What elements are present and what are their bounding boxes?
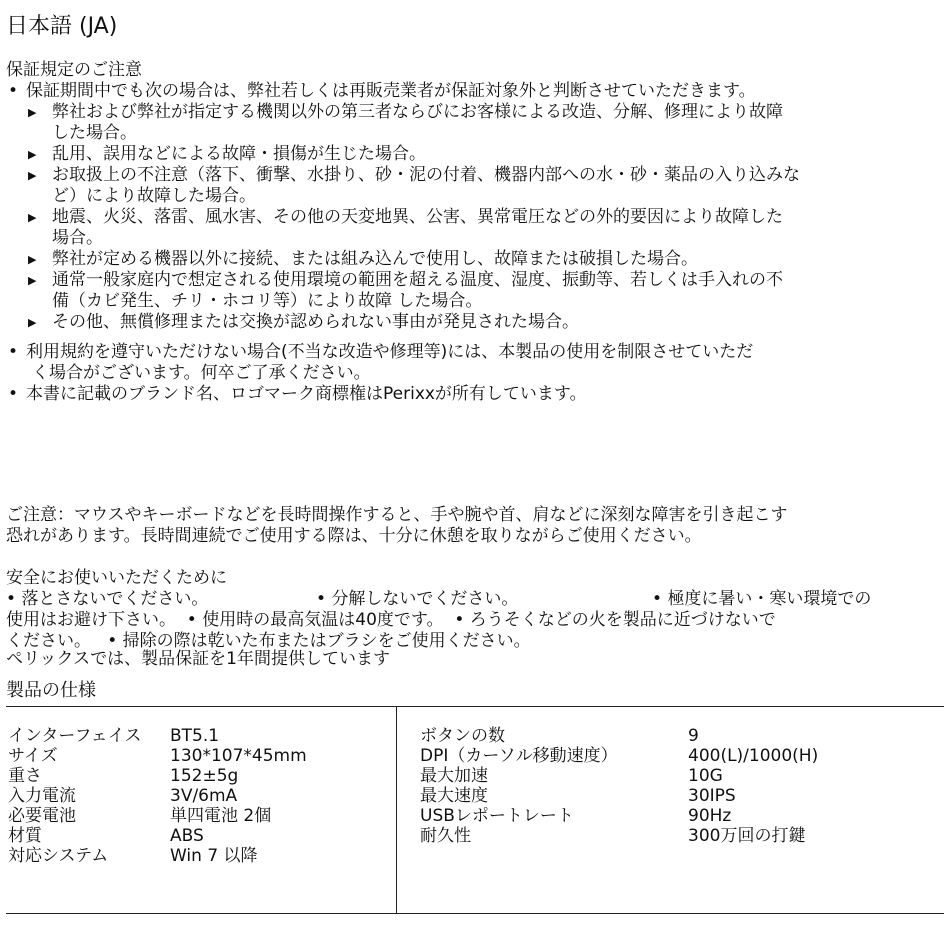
safety-line-1: • 落とさないでください。 • 分解しないでください。 • 極度に暑い・寒い環境での [6,589,872,609]
spec-row [8,806,307,826]
caution-note: ご注意：マウスやキーボードなどを長時間操作すると、手や腕や首、肩などに深刻な障害を引き起こす 恐れがあります。長時間連続でご使用する際は、十分に休憩を取りながらご使用ください。 [6,505,788,546]
triangle-bullet-icon: ▶ [28,316,37,329]
spec-value: Win 7 以降 [170,846,258,866]
spec-value: 400(L)/1000(H) [688,746,819,766]
spec-value: 90Hz [688,806,732,826]
specs-table [6,706,944,914]
warranty-sub-item: ▶ 通常一般家庭内で想定される使用環境の範囲を超える温度、湿度、振動等、若しくは手入れの不 備（カビ発生、チリ・ホコリ等）により故障 した場合。 [28,270,783,311]
bullet-icon: • [8,81,19,101]
spec-row [8,726,307,746]
warranty-sub-item: ▶ 乱用、誤用などによる故障・損傷が生じた場合。 [28,144,426,164]
warranty-sub-item: ▶ 弊社および弊社が指定する機関以外の第三者ならびにお客様による改造、分解、修理により故障 した場合。 [28,102,783,143]
spec-value: 300万回の打鍵 [688,826,806,846]
warranty-sub-item: ▶ その他、無償修理または交換が認められない事由が発見された場合。 [28,312,579,332]
spec-value: 3V/6mA [170,786,238,806]
spec-row [420,786,818,806]
spec-key: サイズ [8,746,58,766]
spec-key: USBレポートレート [420,806,574,826]
spec-key: 材質 [8,826,42,846]
spec-row [420,746,818,766]
warranty-items [6,102,800,333]
spec-row [420,726,818,746]
triangle-bullet-icon: ▶ [28,253,37,266]
spec-key: 重さ [8,766,42,786]
spec-key: DPI（カーソル移動速度） [420,746,618,766]
spec-row [420,826,818,846]
spec-row [8,786,307,806]
table-divider [396,707,397,913]
warranty-intro: • 保証期間中でも次の場合は、弊社若しくは再販売業者が保証対象外と判断させていただきます。 [8,81,756,101]
triangle-bullet-icon: ▶ [28,169,37,182]
safety-heading: 安全にお使いいただくために [6,568,227,588]
specs-heading: 製品の仕様 [6,680,96,701]
guarantee-note: ペリックスでは、製品保証を1年間提供しています [6,649,390,669]
spec-value: 152±5g [170,766,239,786]
trademark-item: • 本書に記載のブランド名、ロゴマーク商標権はPerixxが所有しています。 [8,384,587,404]
warranty-sub-item: ▶ 地震、火災、落雷、風水害、その他の天変地異、公害、異常電圧などの外的要因により故障した 場合。 [28,207,783,248]
spec-row [8,846,307,866]
spec-row [8,766,307,786]
spec-key: 最大加速 [420,766,488,786]
bullet-icon: • [8,342,19,362]
safety-line-3: ください。 • 掃除の際は乾いた布またはブラシをご使用ください。 [6,631,531,651]
spec-value: 9 [688,726,699,746]
spec-value: 130*107*45mm [170,746,307,766]
triangle-bullet-icon: ▶ [28,211,37,224]
spec-row [8,746,307,766]
terms-item: • 利用規約を遵守いただけない場合(不当な改造や修理等)には、本製品の使用を制限させていただ く場合がございます。何卒ご了承ください。 [8,342,754,383]
warranty-sub-item: ▶ お取扱上の不注意（落下、衝撃、水掛り、砂・泥の付着、機器内部への水・砂・薬品の入り込みな ど）により故障した場合。 [28,165,800,206]
specs-left-table [8,726,307,866]
warranty-sub-item: ▶ 弊社が定める機器以外に接続、または組み込んで使用し、故障または破損した場合。 [28,249,698,269]
spec-value: 30IPS [688,786,736,806]
spec-key: 最大速度 [420,786,488,806]
spec-row [420,766,818,786]
safety-line-2: 使用はお避け下さい。 • 使用時の最高気温は40度です。 • ろうそくなどの火を製品に近づけないで [6,610,776,630]
page-title: 日本語 (JA) [6,14,118,39]
spec-key: 対応システム [8,846,109,866]
spec-key: 入力電流 [8,786,76,806]
spec-key: 耐久性 [420,826,471,846]
spec-row [8,826,307,846]
bullet-icon: • [8,384,19,404]
spec-row [420,806,818,826]
triangle-bullet-icon: ▶ [28,274,37,287]
spec-key: インターフェイス [8,726,142,746]
spec-key: 必要電池 [8,806,76,826]
spec-value: 単四電池 2個 [170,806,272,826]
specs-right-table [420,726,818,846]
warranty-section [6,60,800,405]
triangle-bullet-icon: ▶ [28,106,37,119]
spec-value: BT5.1 [170,726,220,746]
spec-value: 10G [688,766,723,786]
spec-value: ABS [170,826,204,846]
warranty-heading: 保証規定のご注意 [6,60,142,80]
spec-key: ボタンの数 [420,726,505,746]
safety-section [6,568,871,652]
triangle-bullet-icon: ▶ [28,148,37,161]
